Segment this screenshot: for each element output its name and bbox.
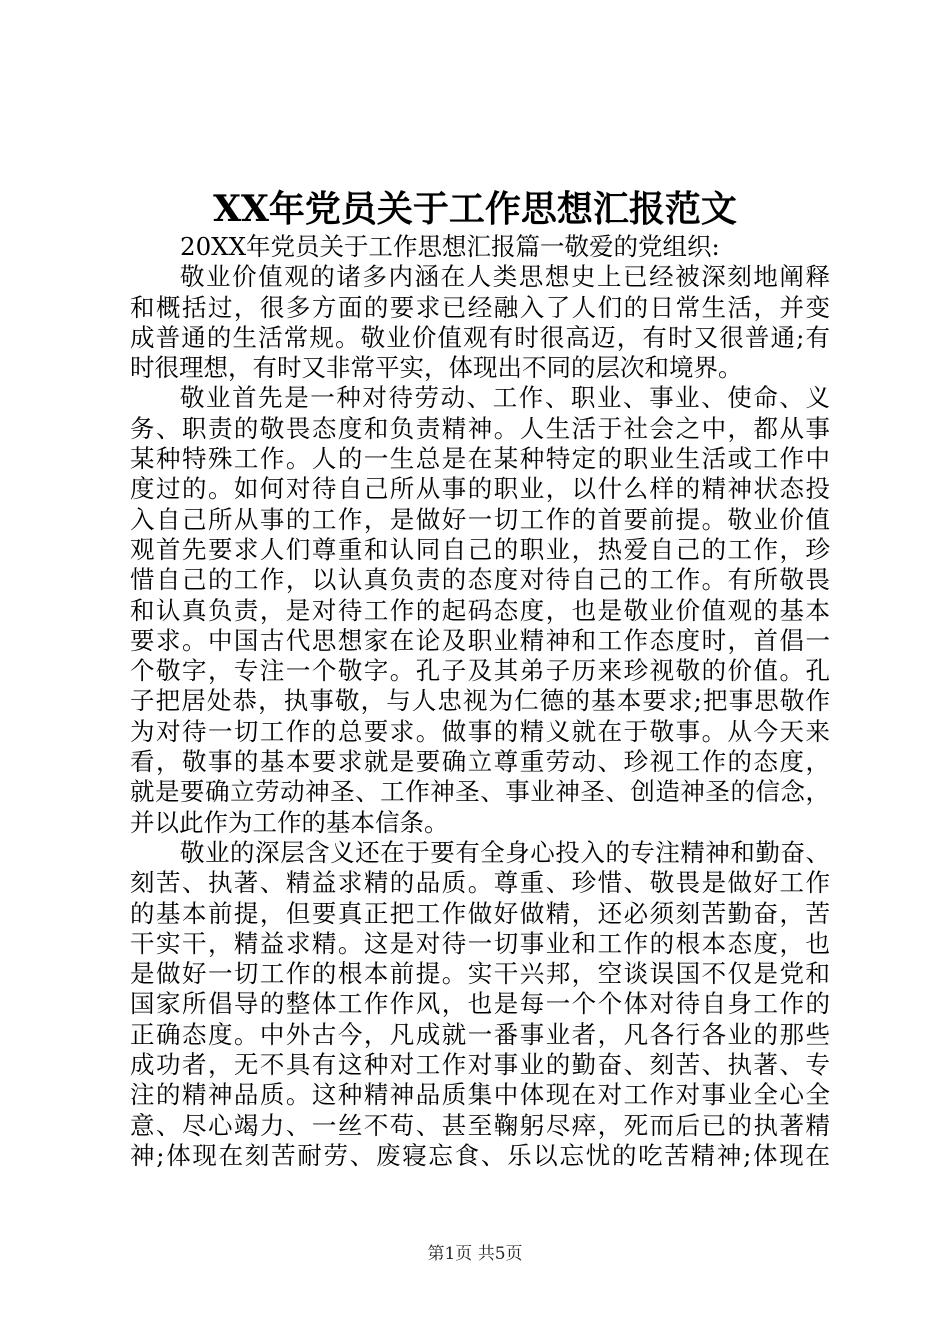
text-line: 时很理想，有时又非常平实，体现出不同的层次和境界。 — [130, 353, 743, 383]
text-line: 惜自己的工作，以认真负责的态度对待自己的工作。有所敬畏 — [130, 565, 830, 595]
text-line: 干实干，精益求精。这是对待一切事业和工作的根本态度，也 — [130, 928, 830, 958]
text-line: 的基本前提，但要真正把工作做好做精，还必须刻苦勤奋，苦 — [130, 898, 830, 928]
text-line: 神;体现在刻苦耐劳、废寝忘食、乐以忘忧的吃苦精神;体现在 — [130, 1140, 830, 1170]
text-line: 看，敬事的基本要求就是要确立尊重劳动、珍视工作的态度， — [130, 747, 830, 777]
text-line: 要求。中国古代思想家在论及职业精神和工作态度时，首倡一 — [130, 625, 830, 655]
text-line: 敬业的深层含义还在于要有全身心投入的专注精神和勤奋、 — [180, 837, 830, 867]
text-line: 和概括过，很多方面的要求已经融入了人们的日常生活，并变 — [130, 292, 830, 322]
text-line: 入自己所从事的工作，是做好一切工作的首要前提。敬业价值 — [130, 504, 830, 534]
text-line: 并以此作为工作的基本信条。 — [130, 807, 449, 837]
text-line: 注的精神品质。这种精神品质集中体现在对工作对事业全心全 — [130, 1080, 830, 1110]
text-line: 度过的。如何对待自己所从事的职业，以什么样的精神状态投 — [130, 474, 830, 504]
text-line: 20XX年党员关于工作思想汇报篇一敬爱的党组织: — [180, 232, 720, 261]
text-line: 是做好一切工作的根本前提。实干兴邦，空谈误国不仅是党和 — [130, 959, 830, 989]
text-line: 观首先要求人们尊重和认同自己的职业，热爱自己的工作，珍 — [130, 534, 830, 564]
text-line: 和认真负责，是对待工作的起码态度，也是敬业价值观的基本 — [130, 595, 830, 625]
text-line: 务、职责的敬畏态度和负责精神。人生活于社会之中，都从事 — [130, 413, 830, 443]
text-line: 个敬字，专注一个敬字。孔子及其弟子历来珍视敬的价值。孔 — [130, 656, 830, 686]
page-footer: 第1页 共5页 — [427, 1244, 523, 1264]
text-line: 为对待一切工作的总要求。做事的精义就在于敬事。从今天来 — [130, 716, 830, 746]
text-line: 正确态度。中外古今，凡成就一番事业者，凡各行各业的那些 — [130, 1019, 830, 1049]
text-line: 刻苦、执著、精益求精的品质。尊重、珍惜、敬畏是做好工作 — [130, 868, 830, 898]
text-line: 意、尽心竭力、一丝不苟、甚至鞠躬尽瘁，死而后已的执著精 — [130, 1110, 830, 1140]
text-line: 成功者，无不具有这种对工作对事业的勤奋、刻苦、执著、专 — [130, 1050, 830, 1080]
text-line: 某种特殊工作。人的一生总是在某种特定的职业生活或工作中 — [130, 444, 830, 474]
document-body — [130, 232, 830, 1171]
text-line: 成普通的生活常规。敬业价值观有时很高迈，有时又很普通;有 — [130, 322, 830, 352]
text-line: 就是要确立劳动神圣、工作神圣、事业神圣、创造神圣的信念， — [130, 777, 830, 807]
text-line: 子把居处恭，执事敬，与人忠视为仁德的基本要求;把事思敬作 — [130, 686, 830, 716]
text-line: 敬业首先是一种对待劳动、工作、职业、事业、使命、义 — [180, 383, 830, 413]
document-title: XX年党员关于工作思想汇报范文 — [213, 188, 737, 230]
text-line: 敬业价值观的诸多内涵在人类思想史上已经被深刻地阐释 — [180, 262, 830, 292]
text-line: 国家所倡导的整体工作作风，也是每一个个体对待自身工作的 — [130, 989, 830, 1019]
